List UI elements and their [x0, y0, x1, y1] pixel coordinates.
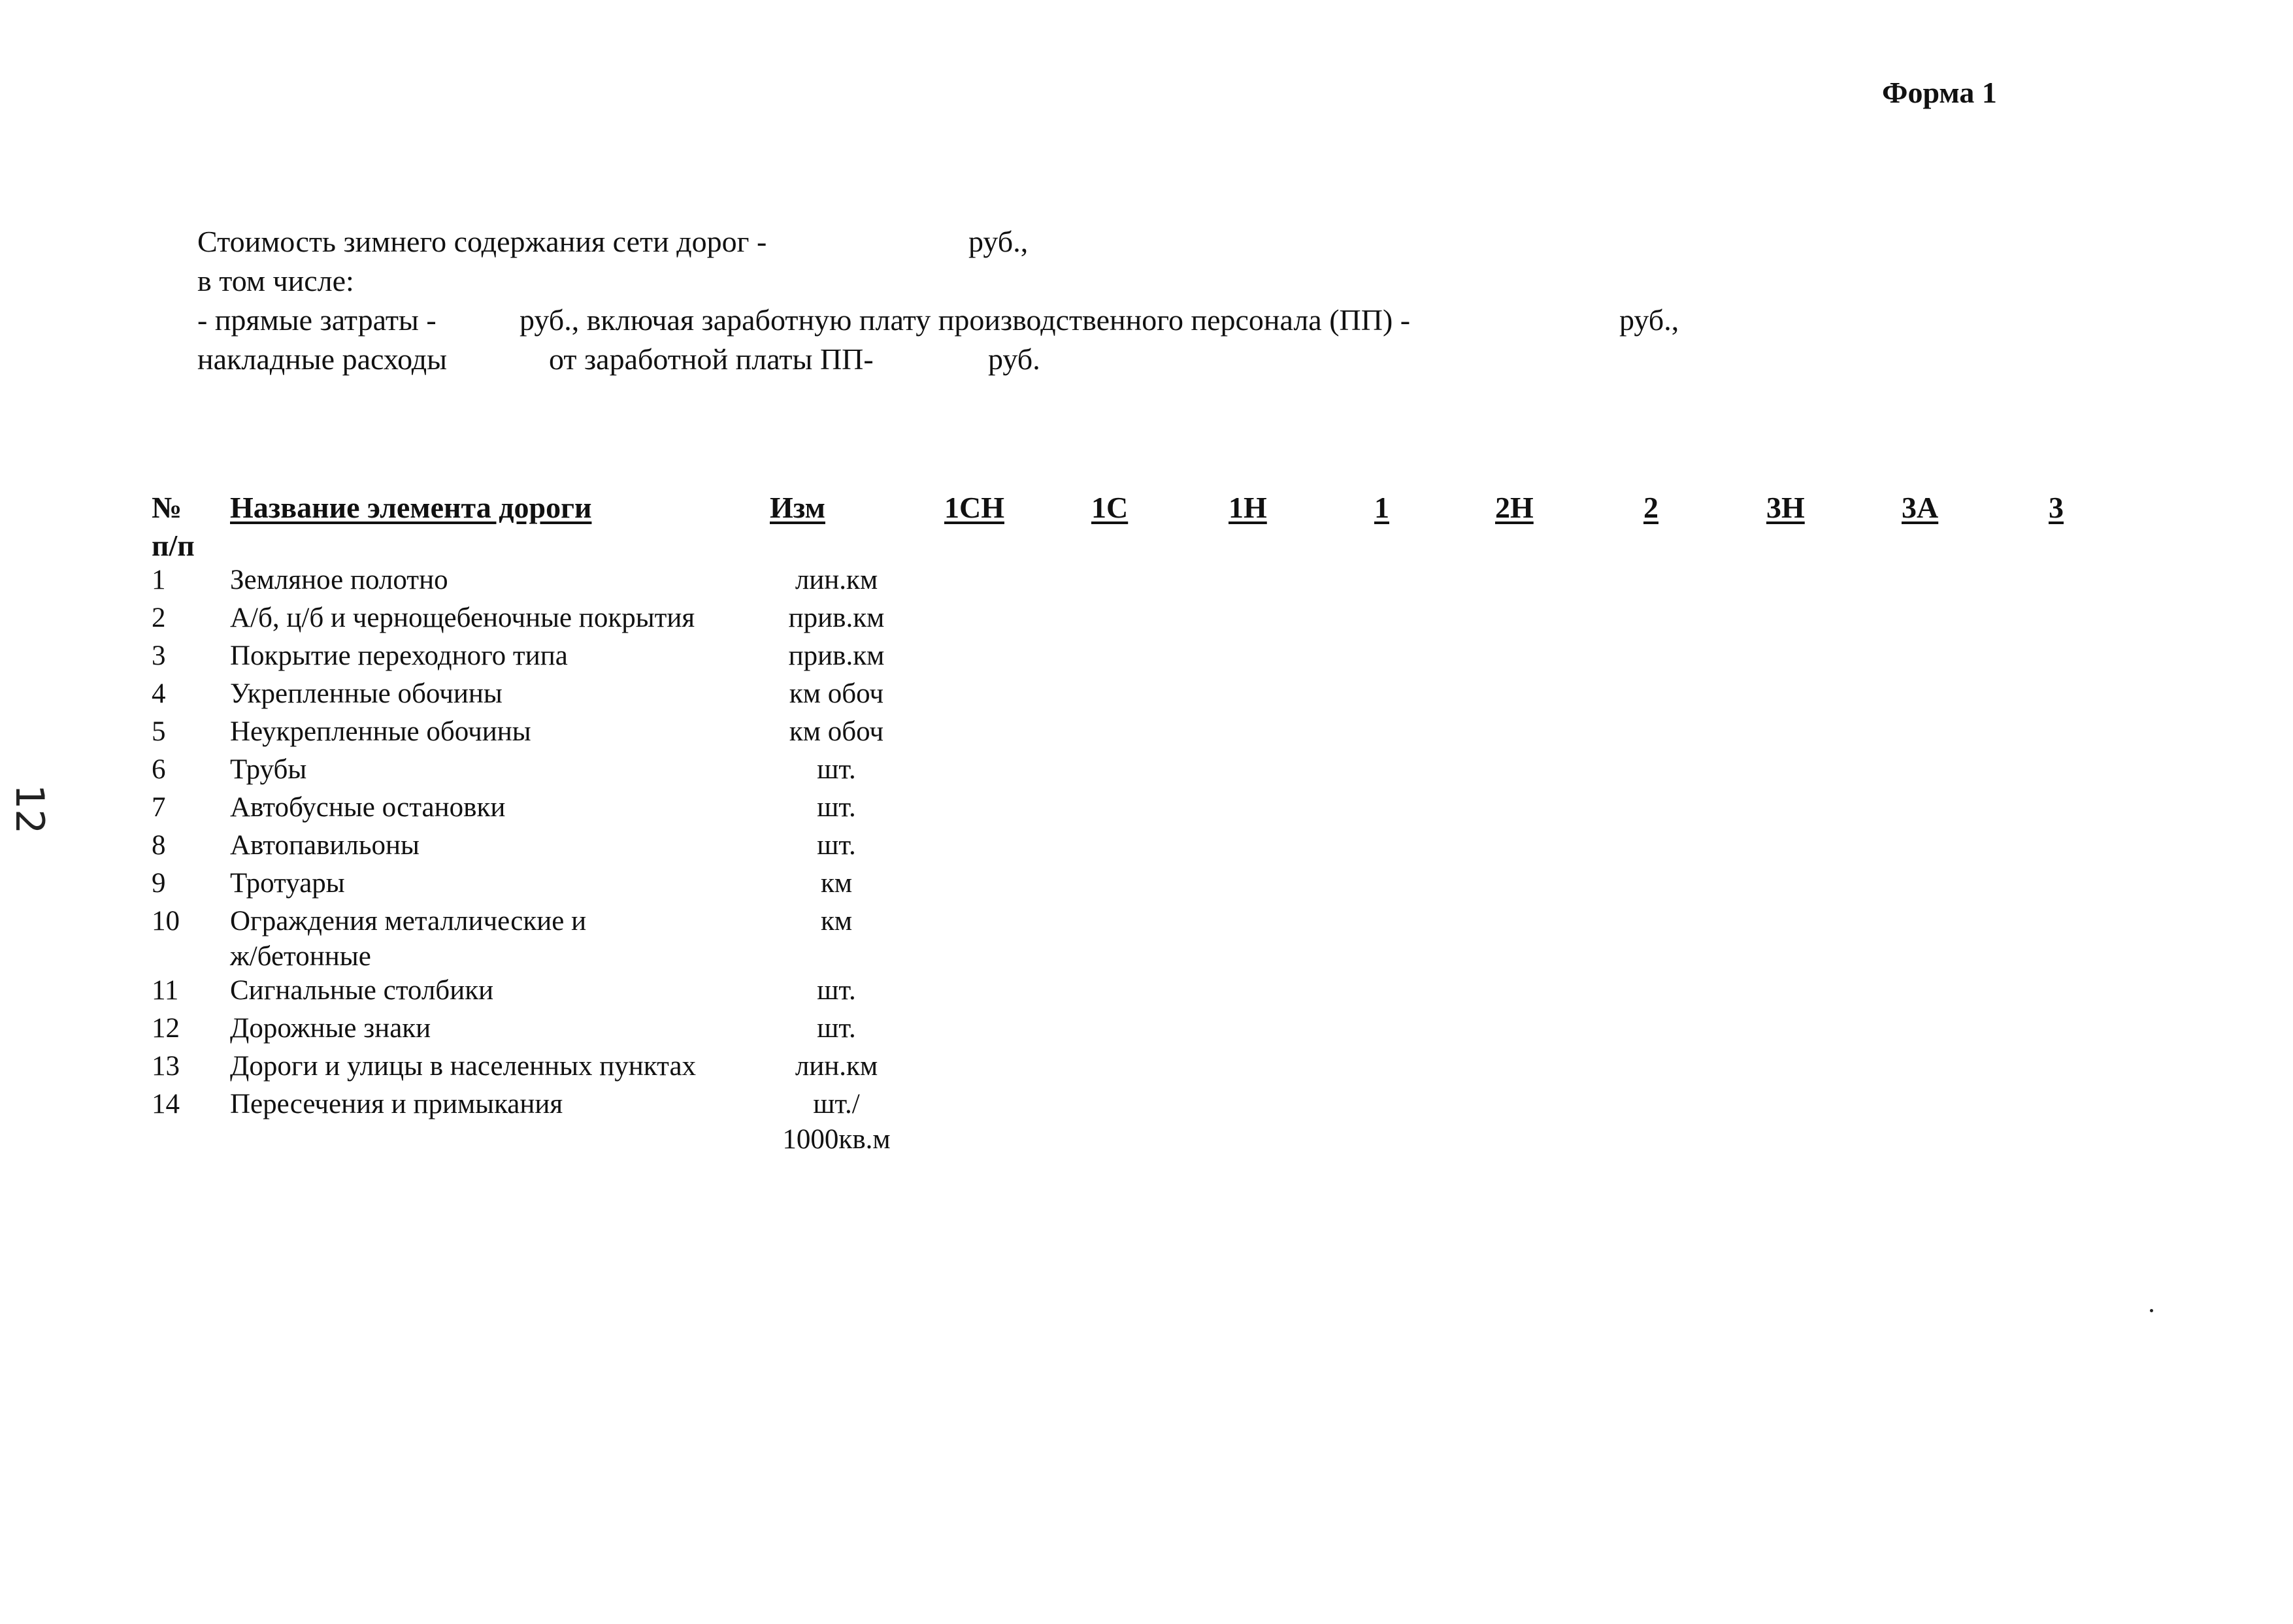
row-number: 6	[152, 754, 166, 785]
row-element-name: Ограждения металлические и	[230, 906, 587, 936]
header-number-pp: п/п	[152, 529, 195, 562]
table-row	[0, 1087, 2293, 1159]
intro-total-cost-unit: руб.,	[968, 225, 1029, 258]
row-unit: прив.км	[788, 603, 885, 633]
header-class-1s: 1С	[1091, 491, 1129, 524]
row-element-name: Дороги и улицы в населенных пунктах	[230, 1051, 697, 1082]
row-number: 9	[152, 868, 166, 899]
row-element-name: Автопавильоны	[230, 830, 420, 861]
row-unit: шт.	[817, 1013, 856, 1044]
table-row	[0, 601, 2293, 639]
row-number: 11	[152, 975, 179, 1006]
row-element-name: Тротуары	[230, 868, 345, 899]
header-class-1sn: 1СН	[944, 491, 1004, 524]
table-row	[0, 563, 2293, 601]
intro-direct-costs-label: - прямые затраты -	[197, 303, 437, 337]
row-element-name: Покрытие переходного типа	[230, 640, 568, 671]
header-class-3a: 3А	[1902, 491, 1939, 524]
intro-salary-unit: руб.,	[1619, 303, 1679, 337]
row-number: 14	[152, 1089, 180, 1119]
row-number: 10	[152, 906, 180, 936]
row-element-name: Неукрепленные обочины	[230, 716, 531, 747]
header-class-3n: 3Н	[1766, 491, 1805, 524]
row-number: 13	[152, 1051, 180, 1082]
table-row	[0, 715, 2293, 753]
row-unit: км	[820, 868, 853, 899]
row-element-name: А/б, ц/б и чернощебеночные покрытия	[230, 603, 695, 633]
row-element-name: Укрепленные обочины	[230, 678, 503, 709]
stray-dot-mark	[2150, 1309, 2153, 1312]
row-element-name: Дорожные знаки	[230, 1013, 431, 1044]
table-row	[0, 791, 2293, 829]
table-row	[0, 1050, 2293, 1087]
row-number: 8	[152, 830, 166, 861]
row-number: 5	[152, 716, 166, 747]
row-unit: км обоч	[789, 716, 884, 747]
row-element-name: Трубы	[230, 754, 307, 785]
table-row	[0, 867, 2293, 904]
table-row	[0, 974, 2293, 1012]
row-element-name: Пересечения и примыкания	[230, 1089, 563, 1119]
row-number: 12	[152, 1013, 180, 1044]
row-element-name: Сигнальные столбики	[230, 975, 494, 1006]
intro-salary-label: руб., включая заработную плату производственного персонала (ПП) -	[520, 303, 1411, 337]
table-row	[0, 904, 2293, 976]
header-class-2n: 2Н	[1495, 491, 1534, 524]
table-row	[0, 639, 2293, 677]
row-number: 7	[152, 792, 166, 823]
header-class-1n: 1Н	[1229, 491, 1267, 524]
form-label: Форма 1	[1882, 76, 1997, 109]
table-row	[0, 677, 2293, 715]
row-unit: шт.	[817, 754, 856, 785]
row-number: 4	[152, 678, 166, 709]
table-row	[0, 1012, 2293, 1050]
header-unit: Изм	[770, 491, 825, 524]
intro-overhead-base: от заработной платы ПП-	[549, 342, 874, 376]
row-unit: шт.	[817, 792, 856, 823]
table-row	[0, 829, 2293, 867]
row-unit: км	[820, 906, 853, 936]
row-element-name-continued: ж/бетонные	[230, 941, 371, 972]
row-element-name: Земляное полотно	[230, 565, 448, 595]
row-unit: шт.	[817, 975, 856, 1006]
row-number: 1	[152, 565, 166, 595]
margin-page-number: 12	[7, 784, 52, 835]
header-element-name: Название элемента дороги	[230, 491, 592, 524]
intro-overhead-label: накладные расходы	[197, 342, 448, 376]
header-class-3: 3	[2049, 491, 2064, 524]
row-number: 2	[152, 603, 166, 633]
row-unit: км обоч	[789, 678, 884, 709]
row-unit: прив.км	[788, 640, 885, 671]
header-number-sign: №	[152, 491, 182, 524]
row-number: 3	[152, 640, 166, 671]
row-unit: лин.км	[795, 1051, 878, 1082]
row-unit: лин.км	[795, 565, 878, 595]
intro-overhead-unit: руб.	[988, 342, 1040, 376]
row-element-name: Автобусные остановки	[230, 792, 506, 823]
row-unit-continued: 1000кв.м	[782, 1124, 891, 1155]
intro-including: в том числе:	[197, 264, 354, 297]
header-class-1: 1	[1374, 491, 1389, 524]
row-unit: шт./	[813, 1089, 860, 1119]
row-unit: шт.	[817, 830, 856, 861]
intro-total-cost-label: Стоимость зимнего содержания сети дорог -	[197, 225, 767, 258]
table-row	[0, 753, 2293, 791]
header-class-2: 2	[1643, 491, 1658, 524]
